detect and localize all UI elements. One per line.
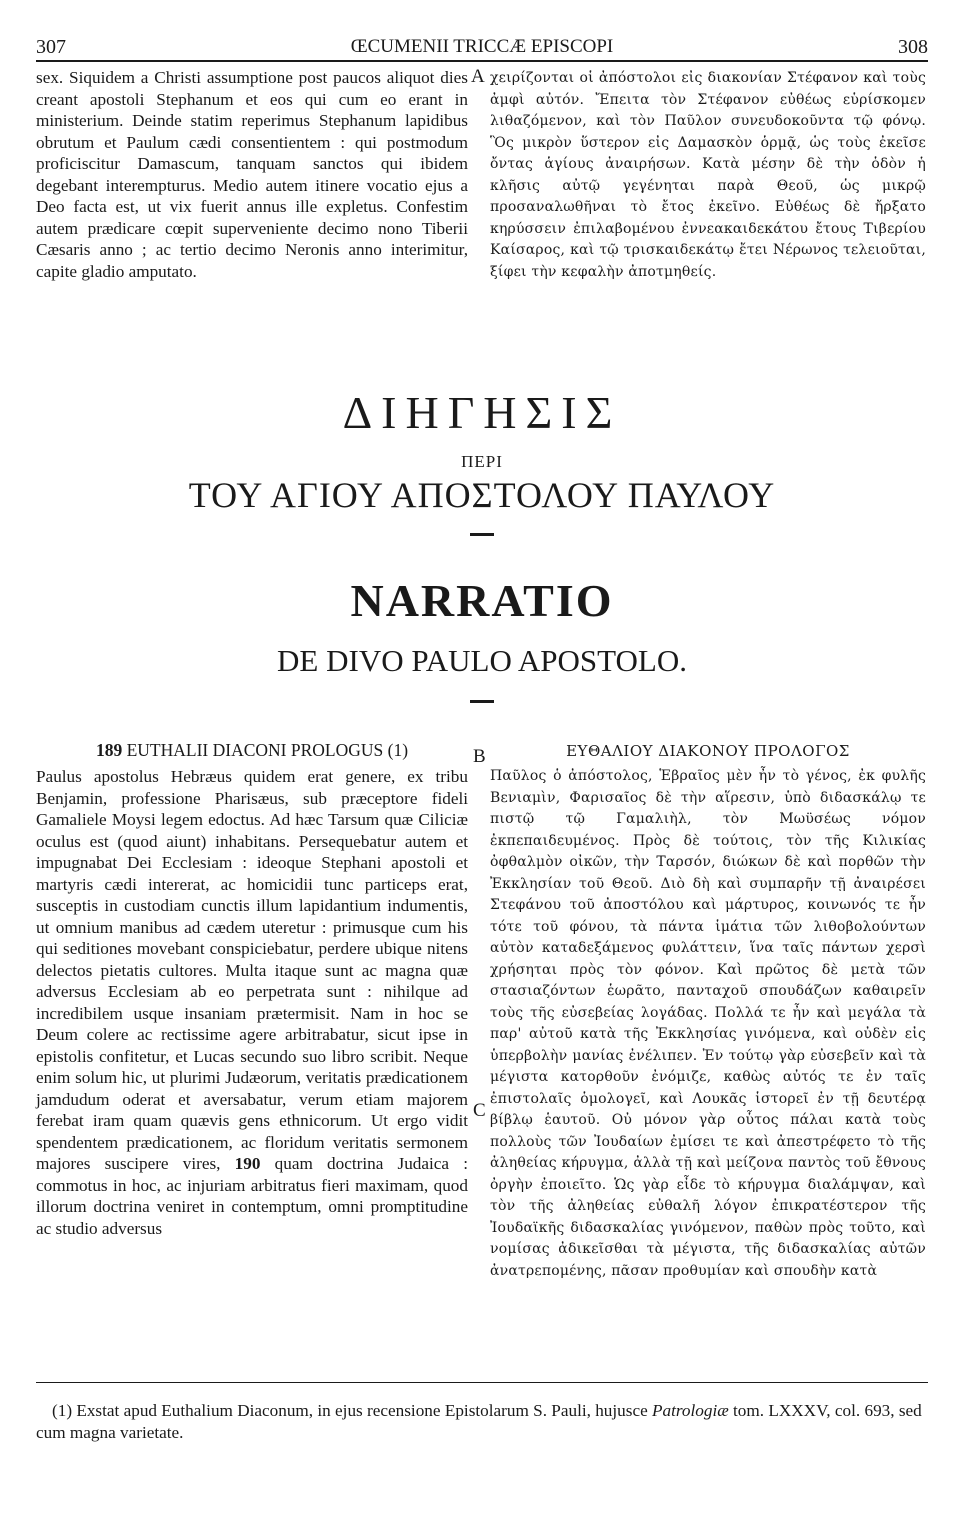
column-number-189: 189: [95, 740, 123, 760]
latin-subtitle: DE DIVO PAULO APOSTOLO.: [277, 643, 687, 678]
page-number-left: 307: [36, 36, 66, 58]
footnote-italic: Patrologiæ: [652, 1401, 729, 1420]
page-number-right: 308: [898, 36, 928, 58]
latin-body-part1: Paulus apostolus Hebræus quidem erat genere, ex tribu Benjamin, professione Pharisæus, sub præceptore fideli Gamaliele Moysi legem edoctus. Ad hæc Tarsum quæ Ciliciæ oculus est (quod aiunt) inhabitans. Persequebatur autem et impugnabat Dei Ecclesiam : ideoque Stephani apostoli et martyris cædi intererat, ac homicidii tunc particeps erat, susceptis in custodiam cunctis illum lapidantium indumentis, ut omnium manibus ad cædem uteretur : primusque cum his qui seditiones movebant conspiciebatur, perdere ubique nitens delectos pietatis cultores. Multa itaque sunt ac magna quæ adversus Ecclesiam ab eo perpetrata sunt : nihilque ad incredibilem usque insaniam prætermisit. Nam in hoc se Deum colere ac rectissime agere arbitrabatur, sicut ipse in epistolis confitetur, et Lucas secundo suo libro scribit. Neque enim solum hic, ut plurimi Judæorum, veritatis prædicationem jamdudum oderat et aversabatur, verum etiam majorem ferebat iram quam quævis gens ethnicorum. Ut ergo vidit spendentem prædicationem, ac floridum veritatis sermonem majores suscipere vires,: [36, 767, 468, 1173]
greek-title: ΔΙΗΓΗΣΙΣ: [342, 387, 622, 438]
margin-marker-b: B: [473, 746, 486, 767]
title-dash-2: [470, 700, 494, 703]
footnote: [36, 1400, 928, 1443]
latin-title: NARRATIO: [350, 575, 614, 626]
footnote-text-end: tom. LXXXV, col. 693, sed cum magna varietate.: [36, 1401, 922, 1442]
greek-column-body: Παῦλος ὁ ἀπόστολος, Ἑβραῖος μὲν ἦν τὸ γένος, ἐκ φυλῆς Βενιαμὶν, Φαρισαῖος δὲ τὴν αἵρεσιν, ὑπὸ διδασκάλῳ τε πιστῷ τῷ Γαμαλιὴλ, τὸν Μωϋσέως νόμον ἐκπεπαιδευμένος. Πρὸς δὲ τούτοις, τὸν τῆς Κιλικίας ὀφθαλμὸν οἰκῶν, τὴν Ταρσόν, διώκων δὲ καὶ πορθῶν τὴν Ἐκκλησίαν τοῦ Θεοῦ. Διὸ δὴ καὶ συμπαρῆν τῇ ἀναιρέσει Στεφάνου τοῦ ἀποστόλου καὶ μάρτυρος, κοινωνός τε ἦν τότε τοῦ φόνου, τὰ πάντα ἱμάτια τῶν λιθοβολούντων αὐτὸν καταδεξάμενος φυλάττειν, ἵνα ταῖς πάντων χερσὶ χρήσηται πρὸς τὸν φόνον. Καὶ πρῶτος δὲ μετὰ τῶν στασιαζόντων ἑωρᾶτο, πανταχοῦ σπουδάζων καθαιρεῖν τοὺς τῆς εὐσεβείας λογάδας. Πολλά τε ἦν καὶ μεγάλα τὰ παρ' αὐτοῦ κατὰ τῆς Ἐκκλησίας γινόμενα, καὶ οὐδὲν εἰς ὑπερβολὴν μανίας ἐνέλιπεν. Ἐν τούτῳ γὰρ εὐσεβεῖν καὶ τὰ μέγιστα κατορθοῦν ἐνόμιζε, καθὼς αὐτός τε ἐν ταῖς ἐπιστολαῖς ὁμολογεῖ, καὶ Λουκᾶς ἱστορεῖ ἐν τῇ δευτέρᾳ βίβλῳ ἑαυτοῦ. Οὐ μόνον γὰρ οὗτος πάλαι κατὰ τοὺς πολλοὺς τῶν Ἰουδαίων ἐμίσει τε καὶ ἀπεστρέφετο τὸ τῆς ἀληθείας κήρυγμα, ἀλλὰ τῇ καὶ μείζονα παντὸς τοῦ ἔθνους ὀργὴν ἐποιεῖτο. Ὡς γὰρ εἶδε τὸ κήρυγμα διαλάμψαν, καὶ τὸν τῆς ἀληθείας εὐθαλῆ λόγον ἐπικρατέστερον τῆς Ἰουδαϊκῆς διδασκαλίας γινόμενον, παθὼν πρὸς τοῦτο, καὶ νομίσας ἀδικεῖσθαι τὰ μέγιστα, τῆς διδασκαλίας αὐτῶν ἀνατρεπομένης, πᾶσαν προθυμίαν καὶ σπουδὴν κατὰ: [490, 768, 926, 1279]
running-title: ŒCUMENII TRICCÆ EPISCOPI: [350, 36, 614, 57]
latin-section-heading: [36, 740, 468, 761]
column-number-190: 190: [234, 1154, 261, 1173]
title-dash-1: [470, 533, 494, 536]
greek-subtitle: ΤΟΥ ΑΓΙΟΥ ΑΠΟΣΤΟΛΟΥ ΠΑΥΛΟΥ: [188, 475, 776, 515]
latin-column-top: sex. Siquidem a Christi assumptione post paucos aliquot dies creant apostoli Stephanum et eos qui cum eo erant in ministerium. Deinde statim reperimus Stephanum lapidibus obrutum et Paulum cædi consentientem : qui postmodum proficiscitur Damascum, tanquam sanctos qui ibidem degebant interempturus. Medio autem itinere vocatio ejus a Deo facta est, ut vix fuerit annus ille expletus. Confestim autem prædicare cœpit superveniente decimo nono Tiberii Cæsaris anno ; ac tertio decimo Neronis anno interimitur, capite gladio amputato.: [36, 68, 468, 281]
latin-column-body: [36, 766, 468, 1239]
latin-heading-text: EUTHALII DIACONI PROLOGUS (1): [126, 740, 409, 760]
footnote-text-start: (1) Exstat apud Euthalium Diaconum, in ejus recensione Epistolarum S. Pauli, hujusce: [52, 1401, 653, 1420]
greek-column-top: χειρίζονται οἱ ἀπόστολοι εἰς διακονίαν Στέφανον καὶ τοὺς ἀμφὶ αὐτόν. Ἔπειτα τὸν Στέφανον εὐθέως εὑρίσκομεν λιθαζόμενον, καὶ τὸν Παῦλον συνευδοκοῦντα τῷ φόνῳ. Ὃς μικρὸν ὕστερον εἰς Δαμασκὸν ὁρμᾷ, ὡς τοὺς ἐκεῖσε ὄντας ἁγίους ἀναιρήσων. Κατὰ μέσην δὲ τὴν ὁδὸν ἡ κλῆσις αὐτῷ γεγένηται παρὰ Θεοῦ, ὡς μικρῷ προσαναλωθῆναι τὸ ἔτος ἐκεῖνο. Εὐθέως δὲ ἤρξατο κηρύσσειν ἐπιλαβομένου ἐννεακαιδεκάτου ἔτους Τιβερίου Καίσαρος, καὶ τῷ τρισκαιδεκάτῳ ἔτει Νέρωνος τελειοῦται, ξίφει τὴν κεφαλὴν ἀποτμηθείς.: [490, 70, 926, 280]
margin-marker-a: A: [471, 66, 485, 87]
greek-section-heading: ΕΥΘΑΛΙΟΥ ΔΙΑΚΟΝΟΥ ΠΡΟΛΟΓΟΣ: [566, 742, 850, 760]
header-rule: [36, 60, 928, 62]
margin-marker-c: C: [473, 1100, 486, 1121]
latin-body-part2: quam doctrina Judaica : commotus in hoc, ac injuriam arbitratus fieri maximam, quod illorum doctrina veniret in contemptum, omni promptitudine ac studio adversus: [36, 1154, 469, 1238]
running-header: [36, 36, 928, 62]
greek-title-peri: ΠΕΡΙ: [461, 452, 503, 471]
footnote-rule: [36, 1382, 928, 1383]
